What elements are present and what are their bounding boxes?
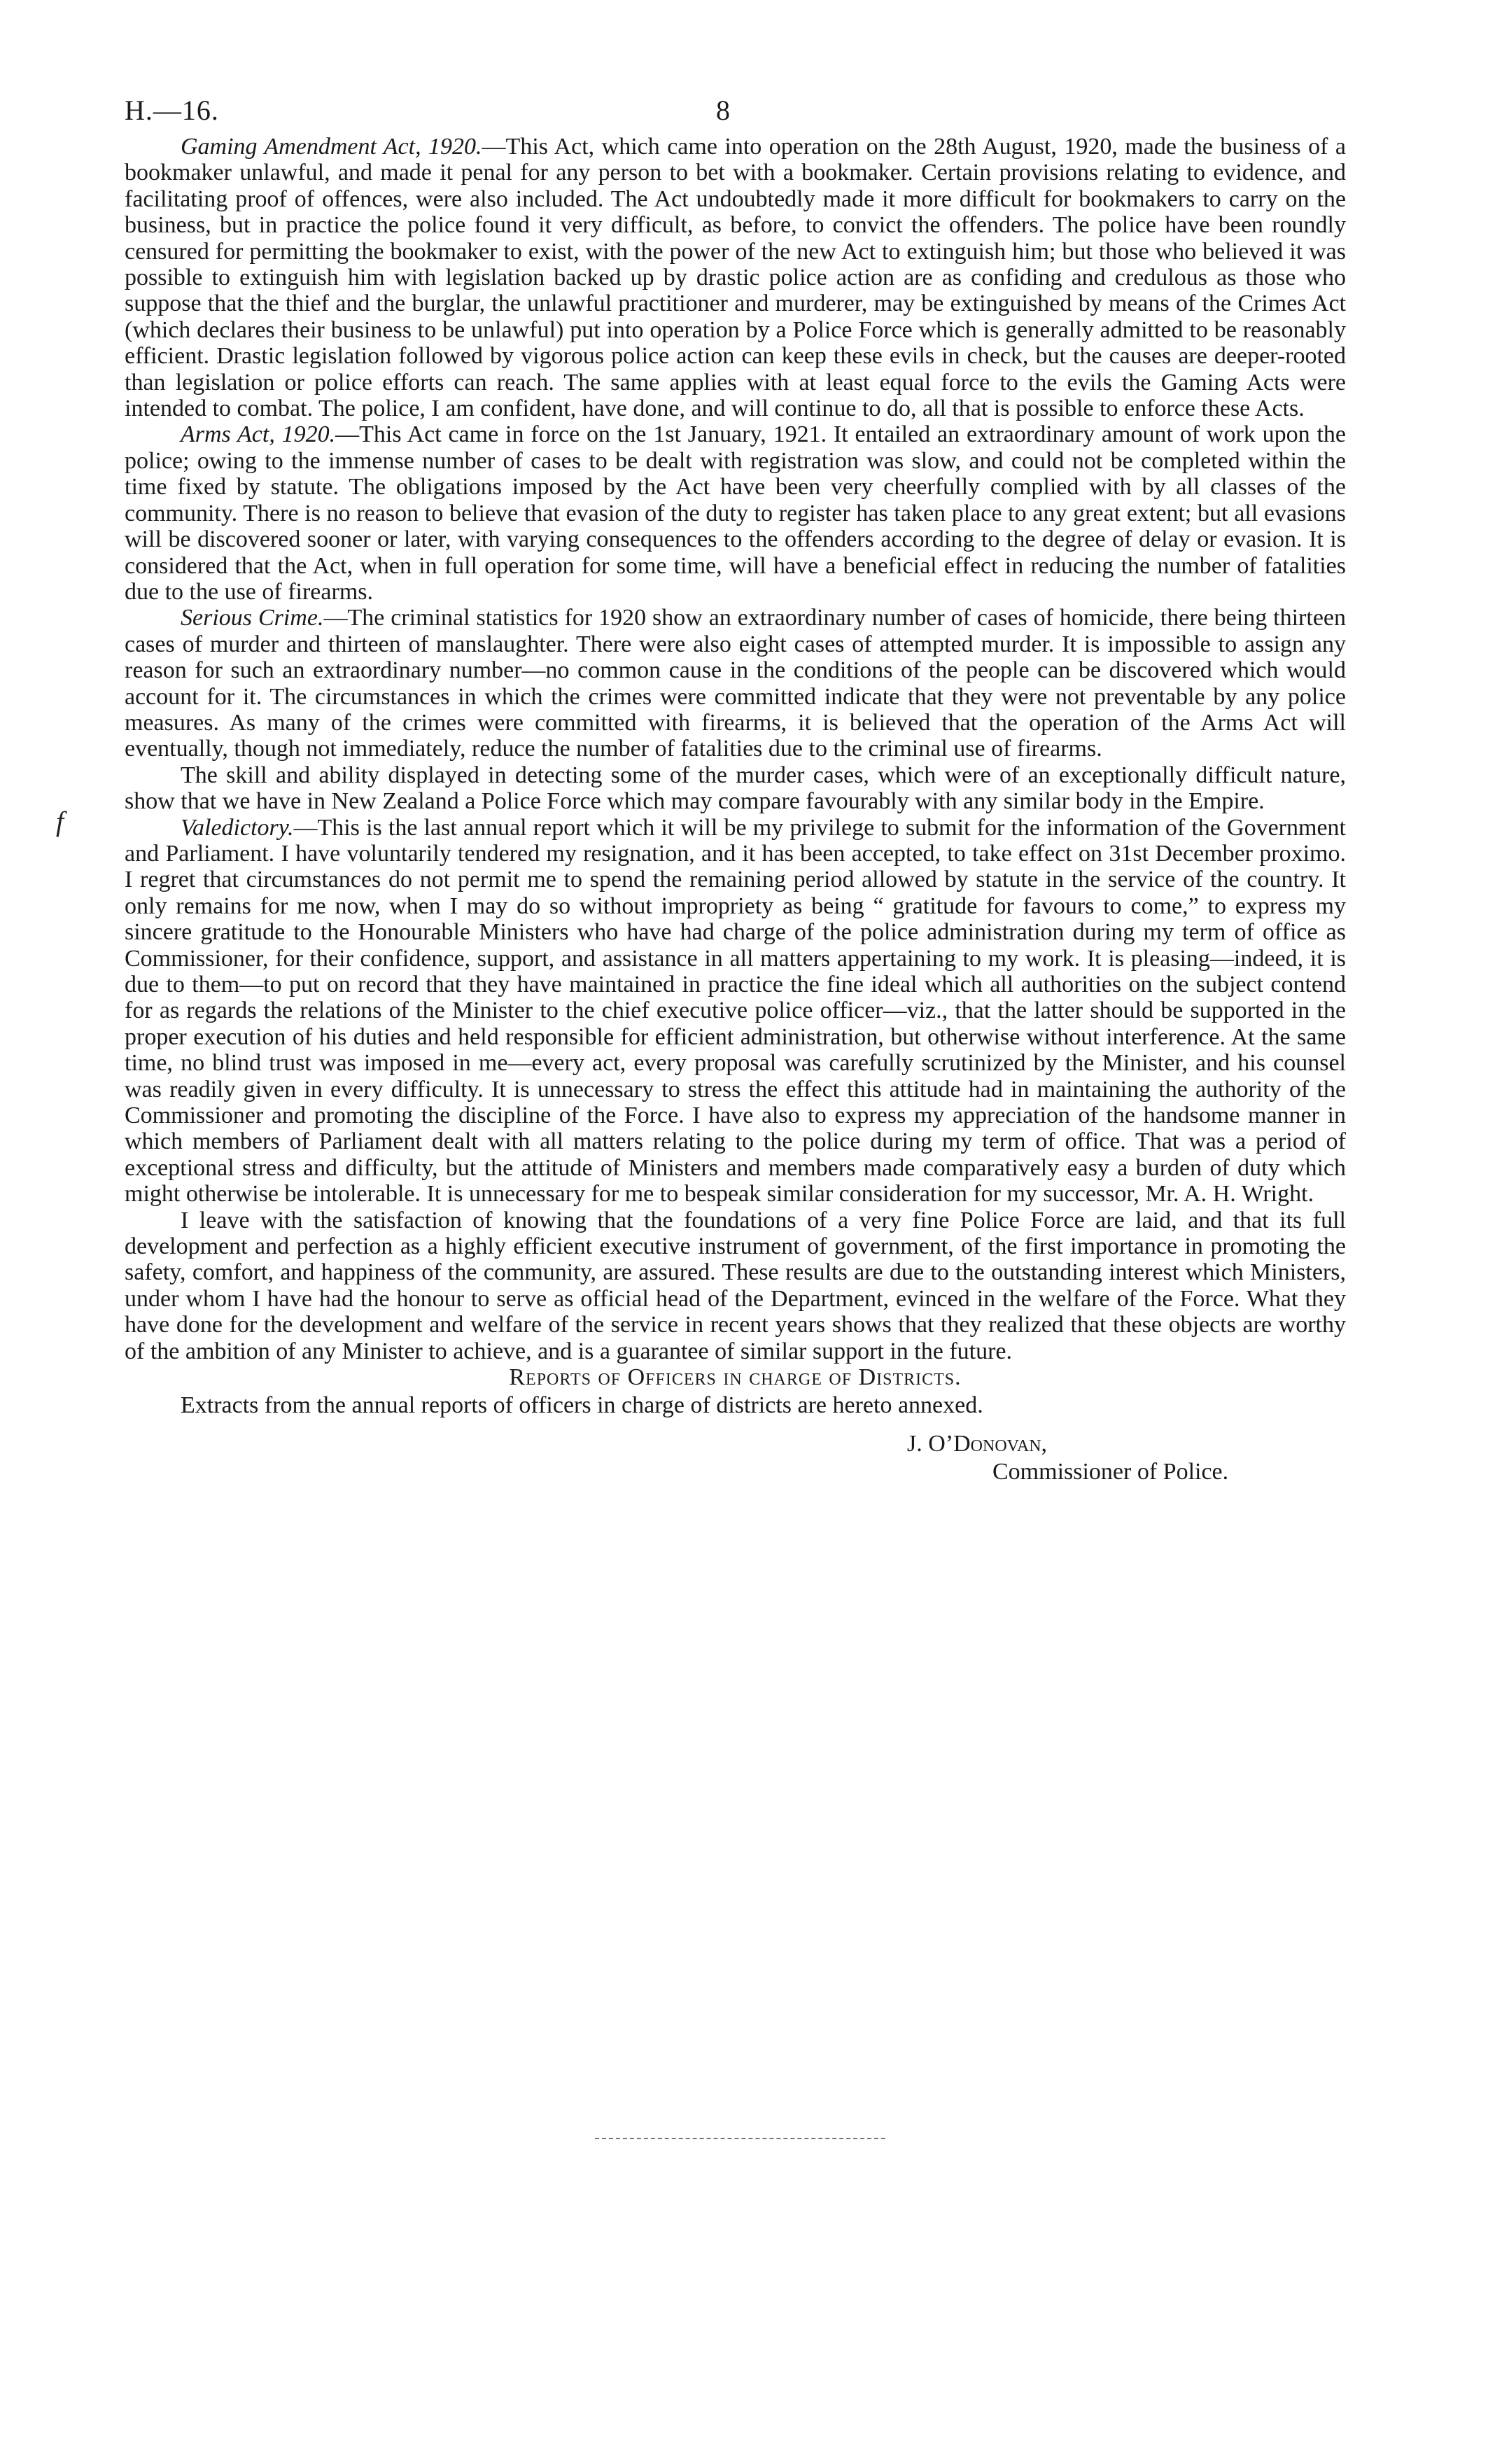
paragraph-lead: Serious Crime. <box>181 605 324 631</box>
paragraph-lead: Gaming Amendment Act, 1920. <box>181 134 482 160</box>
paragraph-text: —This is the last annual report which it will be my privilege to submit for the information of the Government and Parliament. I have voluntarily tendered my resignation, and it has been accepted, to take effect on 31st December proximo. I regret that circumstances do not permit me to spend the remaining period allowed by statute in the service of the country. It only remains for me now, when I may do so without impropriety as being “ gratitude for favours to come,” to express my sincere gratitude to the Honourable Ministers who have had charge of the police administration during my term of office as Commissioner, for their confidence, support, and assistance in all matters appertaining to my work. It is pleasing—indeed, it is due to them—to put on record that they have maintained in practice the fine ideal which all authorities on the subject contend for as regards the relations of the Minister to the chief executive police officer—viz., that the latter should be supported in the proper execution of his duties and held responsible for efficient administration, but otherwise without interference. At the same time, no blind trust was imposed in me—every act, every proposal was carefully scrutinized by the Minister, and his counsel was readily given in every difficulty. It is unnecessary to stress the effect this attitude had in maintaining the authority of the Commissioner and promoting the discipline of the Force. I have also to express my appreciation of the handsome manner in which members of Parliament dealt with all matters relating to the police during my term of office. That was a period of exceptional stress and difficulty, but the attitude of Ministers and members made comparatively easy a burden of duty which might otherwise be intolerable. It is unnecessary for me to bespeak similar consideration for my successor, Mr. A. H. Wright. <box>125 814 1346 1208</box>
paragraph-closing <box>125 1208 1346 1364</box>
paragraph-text: The skill and ability displayed in detecting some of the murder cases, which were of an exceptionally difficult nature, show that we have in New Zealand a Police Force which may compare favourably with any similar body in the Empire. <box>125 762 1346 815</box>
signatory-initial: J. O’ <box>907 1430 954 1457</box>
extracts-note: Extracts from the annual reports of officers in charge of districts are hereto annexed. <box>181 1392 983 1418</box>
section-heading: Reports of Officers in charge of Districts. <box>509 1364 962 1391</box>
paragraph-text: —This Act came in force on the 1st January, 1921. It entailed an extraordinary amount of work upon the police; owing to the immense number of cases to be dealt with registration was slow, and could not be completed within the time fixed by statute. The obligations imposed by the Act have been very cheerfully complied with by all classes of the community. There is no reason to believe that evasion of the duty to register has taken place to any great extent; but all evasions will be discovered sooner or later, with varying consequences to the offenders according to the degree of delay or evasion. It is considered that the Act, when in full operation for some time, will have a beneficial effect in reducing the number of fatalities due to the use of firearms. <box>125 421 1346 605</box>
paragraph-arms-act <box>125 421 1346 605</box>
page-header <box>125 94 1384 136</box>
paragraph-lead: Arms Act, 1920. <box>181 421 336 448</box>
signatory-surname: Donovan, <box>953 1430 1048 1457</box>
page-number: 8 <box>716 94 730 126</box>
signatory-title: Commissioner of Police. <box>992 1458 1229 1485</box>
paragraph-serious-crime <box>125 605 1346 762</box>
paragraph-skill-ability <box>125 762 1346 815</box>
signatory-name <box>907 1431 1047 1457</box>
paragraph-text: —This Act, which came into operation on the 28th August, 1920, made the business of a bookmaker unlawful, and made it penal for any person to bet with a bookmaker. Certain provisions relating to evidence, and facilitating proof of offences, were also included. The Act undoubtedly made it more difficult for bookmakers to carry on the business, but in practice the police found it very difficult, as before, to convict the offenders. The police have been roundly censured for permitting the bookmaker to exist, with the power of the new Act to extinguish him; but those who believed it was possible to extinguish him with legislation backed up by drastic police action are as confiding and credulous as those who suppose that the thief and the burglar, the unlawful practitioner and murderer, may be extinguished by means of the Crimes Act (which declares their business to be unlawful) put into operation by a Police Force which is generally admitted to be reasonably efficient. Drastic legislation followed by vigorous police action can keep these evils in check, but the causes are deeper-rooted than legislation or police efforts can reach. The same applies with at least equal force to the evils the Gaming Acts were intended to combat. The police, I am confident, have done, and will continue to do, all that is possible to enforce these Acts. <box>125 134 1346 422</box>
paragraph-text: —The criminal statistics for 1920 show an extraordinary number of cases of homicide, there being thirteen cases of murder and thirteen of manslaughter. There were also eight cases of attempted murder. It is impossible to assign any reason for such an extraordinary number—no common cause in the conditions of the people can be discovered which would account for it. The circumstances in which the crimes were committed indicate that they were not preventable by any police measures. As many of the crimes were committed with firearms, it is believed that the operation of the Arms Act will eventually, though not immediately, reduce the number of fatalities due to the criminal use of firearms. <box>125 605 1346 762</box>
paragraph-lead: Valedictory. <box>181 814 294 841</box>
report-body <box>125 134 1346 1487</box>
signature-block <box>125 1431 1346 1487</box>
footer-rule <box>595 2138 885 2139</box>
paragraph-valedictory <box>125 815 1346 1208</box>
document-reference: H.—16. <box>125 94 219 126</box>
paragraph-gaming-act <box>125 134 1346 421</box>
margin-annotation: f <box>56 806 64 837</box>
paragraph-text: I leave with the satisfaction of knowing that the foundations of a very fine Police Force are laid, and that its full development and perfection as a highly efficient executive instrument of government, of the first importance in promoting the safety, comfort, and happiness of the community, are assured. These results are due to the outstanding interest which Ministers, under whom I have had the honour to serve as official head of the Department, evinced in the welfare of the Force. What they have done for the development and welfare of the service in recent years shows that they realized that these objects are worthy of the ambition of any Minister to achieve, and is a guarantee of similar support in the future. <box>125 1207 1346 1364</box>
